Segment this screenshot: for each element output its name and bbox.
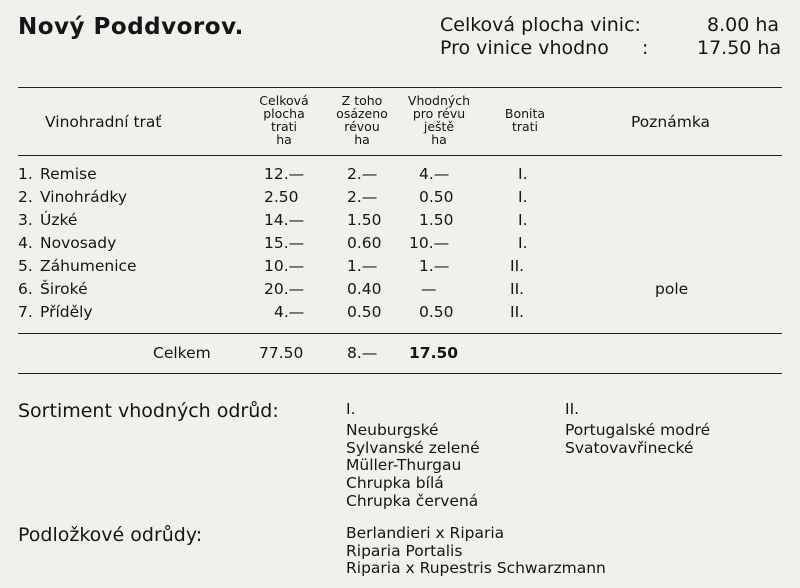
row-bonita: II. — [510, 257, 525, 275]
row-poznamka: pole — [655, 280, 689, 298]
row-bonita: I. — [518, 165, 528, 183]
table-row — [0, 188, 800, 210]
row-name: Záhumenice — [40, 257, 137, 275]
list-item: Chrupka bílá — [346, 474, 444, 493]
table-top-rule — [18, 87, 782, 88]
header-bonita-line: trati — [511, 119, 539, 134]
row-bonita: I. — [518, 188, 528, 206]
table-body-rule — [18, 333, 782, 334]
row-vhodnych: 4.— — [419, 165, 450, 183]
row-osazeno: 1.50 — [347, 211, 382, 229]
row-osazeno: 0.40 — [347, 280, 382, 298]
sortiment-group2-title: II. — [565, 400, 580, 418]
header-vhodnych-line: ještě — [423, 119, 455, 134]
sortiment-group1-title: I. — [346, 400, 356, 418]
suitable-area-value: 17.50 ha — [697, 37, 782, 59]
row-celkova: 12.— — [264, 165, 305, 183]
row-celkova: 10.— — [264, 257, 305, 275]
total-label: Celkem — [153, 344, 211, 362]
suitable-area-separator: : — [642, 37, 649, 59]
row-name: Úzké — [40, 211, 78, 229]
header-osazeno-line: révou — [344, 119, 380, 134]
suitable-area-label: Pro vinice vhodno — [440, 37, 609, 59]
row-name: Vinohrádky — [40, 188, 128, 206]
total-area-label: Celková plocha vinic: — [440, 14, 641, 36]
row-celkova: 20.— — [264, 280, 305, 298]
header-osazeno-line: ha — [354, 132, 370, 147]
podlozkove-list — [346, 525, 606, 578]
list-item: Chrupka červená — [346, 491, 479, 510]
table-row — [0, 211, 800, 233]
header-trat: Vinohradní trať — [45, 113, 162, 131]
page-title: Nový Poddvorov. — [18, 14, 244, 40]
row-bonita: I. — [518, 211, 528, 229]
row-osazeno: 0.50 — [347, 303, 382, 321]
row-osazeno: 1.— — [347, 257, 378, 275]
sortiment-group2-list — [565, 422, 710, 457]
row-bonita: II. — [510, 280, 525, 298]
header-osazeno — [326, 94, 398, 146]
sortiment-label: Sortiment vhodných odrůd: — [18, 400, 279, 422]
table-row — [0, 303, 800, 325]
row-celkova: 4.— — [274, 303, 305, 321]
row-vhodnych: 0.50 — [419, 303, 454, 321]
row-vhodnych: — — [421, 280, 437, 298]
table-row — [0, 165, 800, 187]
header-vhodnych-line: pro révu — [412, 106, 466, 121]
table-bottom-rule — [18, 373, 782, 374]
list-item: Müller-Thurgau — [346, 456, 462, 475]
header-vhodnych — [400, 94, 478, 146]
header-celkova-line: trati — [270, 119, 298, 134]
list-item: Neuburgské — [346, 421, 439, 439]
row-name: Příděly — [40, 303, 93, 321]
header-vhodnych-line: ha — [431, 132, 447, 147]
row-osazeno: 2.— — [347, 188, 378, 206]
podlozkove-label: Podložkové odrůdy: — [18, 524, 203, 546]
sortiment-group1-list — [346, 422, 480, 511]
total-osazeno: 8.— — [347, 344, 378, 362]
row-osazeno: 2.— — [347, 165, 378, 183]
row-number: 3. — [18, 211, 33, 229]
header-poznamka: Poznámka — [631, 113, 711, 131]
total-area-value: 8.00 ha — [707, 14, 780, 36]
row-number: 2. — [18, 188, 33, 206]
row-number: 6. — [18, 280, 33, 298]
header-celkova-plocha — [248, 94, 320, 146]
list-item: Svatovavřinecké — [565, 438, 694, 457]
header-osazeno-line: osázeno — [336, 106, 388, 121]
row-number: 1. — [18, 165, 33, 183]
row-vhodnych: 1.— — [419, 257, 450, 275]
row-name: Široké — [40, 280, 88, 298]
row-osazeno: 0.60 — [347, 234, 382, 252]
header-celkova-line: plocha — [263, 106, 305, 121]
row-bonita: II. — [510, 303, 525, 321]
list-item: Riparia x Rupestris Schwarzmann — [346, 559, 606, 578]
list-item: Berlandieri x Riparia — [346, 524, 505, 542]
total-celkova: 77.50 — [259, 344, 304, 362]
list-item: Sylvanské zelené — [346, 438, 480, 457]
row-vhodnych: 1.50 — [419, 211, 454, 229]
row-name: Remise — [40, 165, 97, 183]
table-row — [0, 257, 800, 279]
header-celkova-line: ha — [276, 132, 292, 147]
row-name: Novosady — [40, 234, 117, 252]
header-celkova-line: Celková — [259, 93, 309, 108]
row-celkova: 14.— — [264, 211, 305, 229]
row-celkova: 15.— — [264, 234, 305, 252]
row-number: 5. — [18, 257, 33, 275]
header-bonita-line: Bonita — [504, 106, 546, 121]
table-row — [0, 234, 800, 256]
row-vhodnych: 0.50 — [419, 188, 454, 206]
row-number: 7. — [18, 303, 33, 321]
header-vhodnych-line: Vhodných — [407, 93, 471, 108]
total-vhodnych: 17.50 — [409, 344, 459, 362]
row-number: 4. — [18, 234, 33, 252]
row-bonita: I. — [518, 234, 528, 252]
header-bonita — [495, 107, 555, 133]
table-header-rule — [18, 155, 782, 156]
list-item: Riparia Portalis — [346, 541, 463, 560]
row-vhodnych: 10.— — [409, 234, 450, 252]
header-osazeno-line: Z toho — [341, 93, 383, 108]
table-row — [0, 280, 800, 302]
list-item: Portugalské modré — [565, 421, 711, 439]
row-celkova: 2.50 — [264, 188, 299, 206]
